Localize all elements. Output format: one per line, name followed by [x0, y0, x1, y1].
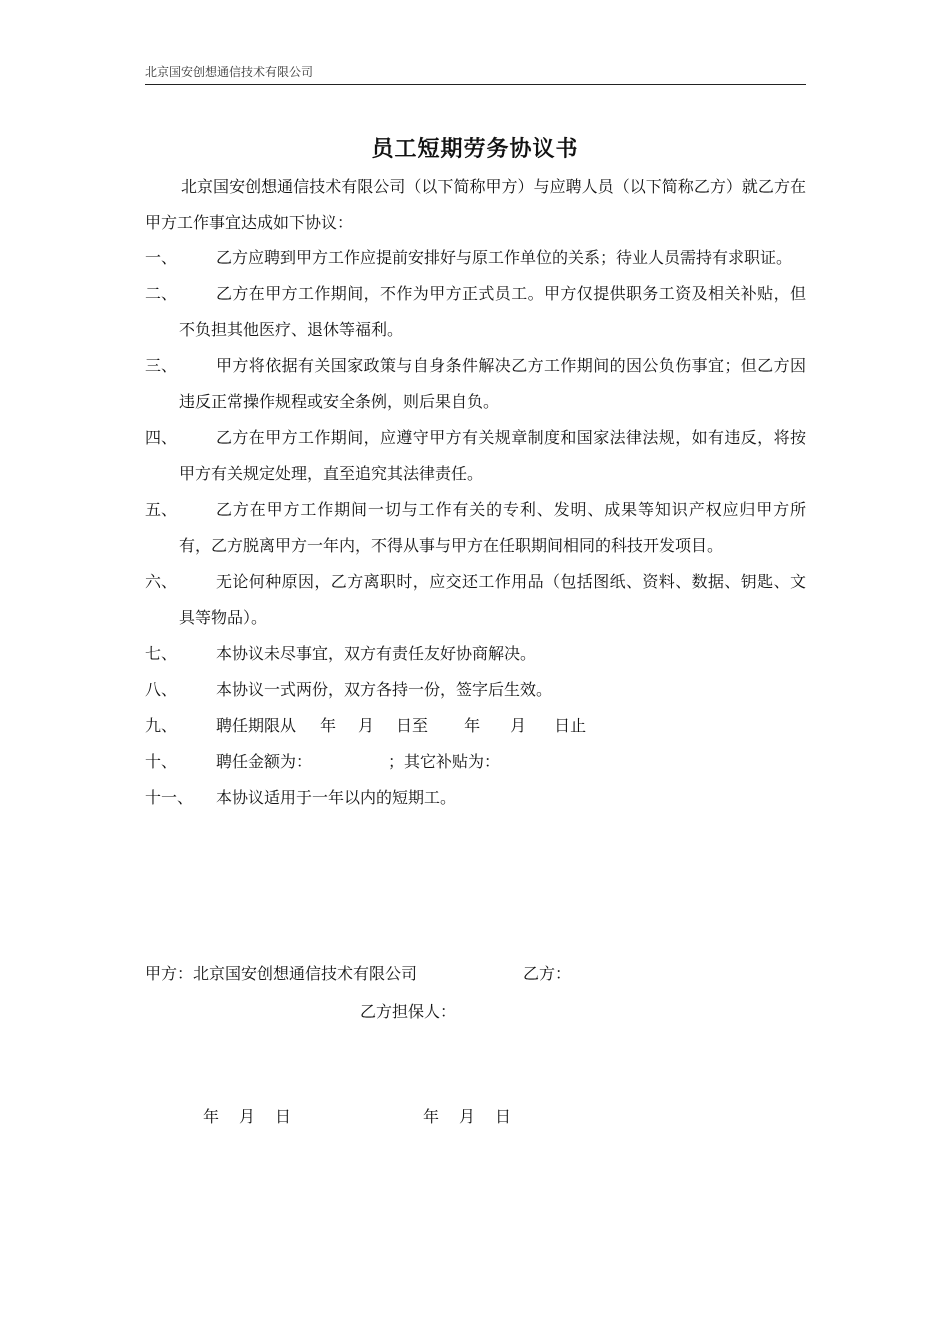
clause-7: [145, 636, 806, 672]
clause-text: 本协议适用于一年以内的短期工。: [216, 788, 457, 807]
clause-number: 四、: [145, 428, 178, 447]
clause-text: 本协议未尽事宜，双方有责任友好协商解决。: [216, 644, 537, 663]
clause-3: [145, 348, 806, 420]
salary-label: 聘任金额为：: [216, 752, 313, 771]
clause-number: 三、: [145, 356, 178, 375]
clause-5: [145, 492, 806, 564]
term-day-end: 日止: [554, 716, 587, 735]
term-prefix: 聘任期限从: [216, 716, 297, 735]
clause-11: [145, 780, 806, 816]
clause-text: 无论何种原因，乙方离职时，应交还工作用品（包括图纸、资料、数据、钥匙、文具等物品）。: [179, 572, 806, 627]
clause-6: [145, 564, 806, 636]
date-day: 日: [275, 1107, 292, 1126]
clause-number: 五、: [145, 500, 178, 519]
term-year-1: 年: [320, 716, 337, 735]
party-b-signature: 乙方：: [523, 964, 572, 983]
guarantor-signature: 乙方担保人：: [360, 1002, 457, 1021]
date-month: 月: [239, 1107, 256, 1126]
date-year: 年: [203, 1107, 220, 1126]
clause-8: [145, 672, 806, 708]
date-month: 月: [459, 1107, 476, 1126]
clause-text: 甲方将依据有关国家政策与自身条件解决乙方工作期间的因公负伤事宜；但乙方因违反正常操作规程或安全条例，则后果自负。: [179, 356, 806, 411]
clause-number: 二、: [145, 284, 178, 303]
clause-number: 八、: [145, 680, 178, 699]
clause-text: 乙方在甲方工作期间，不作为甲方正式员工。甲方仅提供职务工资及相关补贴，但不负担其他医疗、退休等福利。: [179, 284, 806, 339]
date-day: 日: [495, 1107, 512, 1126]
clause-text: [179, 708, 806, 744]
date-party-b: [423, 1101, 511, 1133]
clause-4: [145, 420, 806, 492]
clause-text: 本协议一式两份，双方各持一份，签字后生效。: [216, 680, 553, 699]
page-header: [145, 64, 806, 85]
allowance-label: ；其它补贴为：: [388, 752, 501, 771]
clause-number: 七、: [145, 644, 178, 663]
term-day-to: 日至: [396, 716, 429, 735]
clause-9-term: [145, 708, 806, 744]
intro-paragraph: 北京国安创想通信技术有限公司（以下简称甲方）与应聘人员（以下简称乙方）就乙方在甲方工作事宜达成如下协议：: [145, 177, 806, 232]
date-party-a: [203, 1101, 291, 1133]
document-title: 员工短期劳务协议书: [371, 136, 579, 162]
clause-text: 乙方在甲方工作期间，应遵守甲方有关规章制度和国家法律法规，如有违反，将按甲方有关规定处理，直至追究其法律责任。: [179, 428, 806, 483]
clause-10-salary: [145, 744, 806, 780]
header-company: 北京国安创想通信技术有限公司: [145, 65, 314, 79]
clause-1: [145, 240, 806, 276]
clause-number: 十、: [145, 752, 178, 771]
clause-list: [145, 240, 806, 816]
clause-number: 十一、: [145, 788, 194, 807]
party-a-signature: 甲方：北京国安创想通信技术有限公司: [145, 964, 418, 983]
clause-2: [145, 276, 806, 348]
clause-text: 乙方在甲方工作期间一切与工作有关的专利、发明、成果等知识产权应归甲方所有，乙方脱离甲方一年内，不得从事与甲方在任职期间相同的科技开发项目。: [179, 500, 806, 555]
clause-number: 一、: [145, 248, 178, 267]
term-month-1: 月: [358, 716, 375, 735]
clause-text: [179, 744, 806, 780]
term-month-2: 月: [510, 716, 527, 735]
clause-number: 六、: [145, 572, 178, 591]
date-year: 年: [423, 1107, 440, 1126]
clause-number: 九、: [145, 716, 178, 735]
term-year-2: 年: [464, 716, 481, 735]
clause-text: 乙方应聘到甲方工作应提前安排好与原工作单位的关系；待业人员需持有求职证。: [216, 248, 793, 267]
